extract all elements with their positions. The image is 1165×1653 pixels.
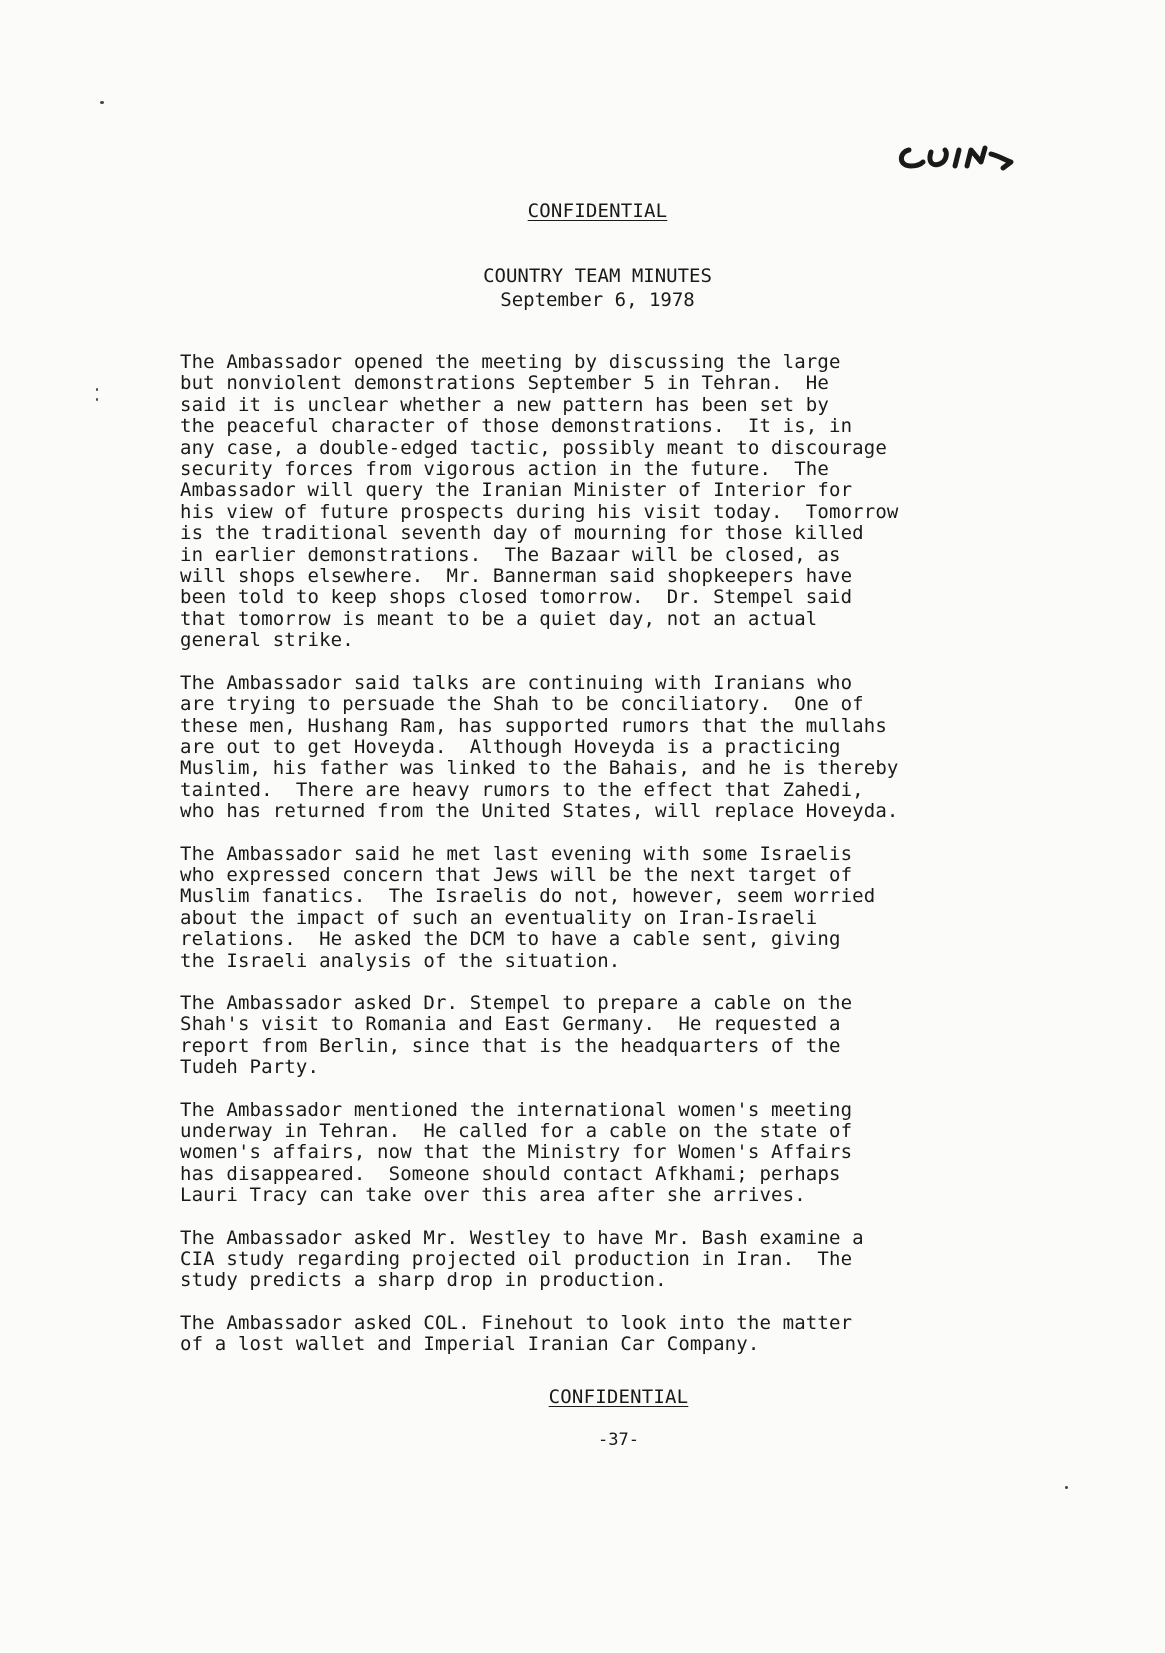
paragraph-line: Ambassador will query the Iranian Minister of Interior for xyxy=(180,479,853,502)
paragraph-line: that tomorrow is meant to be a quiet day, not an actual xyxy=(180,607,818,630)
paragraph-line: report from Berlin, since that is the headquarters of the xyxy=(180,1034,841,1057)
classification-footer xyxy=(0,1386,1165,1408)
paragraph-line: will shops elsewhere. Mr. Bannerman said shopkeepers have xyxy=(180,565,853,588)
paragraph-line: The Ambassador asked COL. Finehout to look into the matter xyxy=(180,1311,853,1334)
paragraph xyxy=(180,673,980,823)
paragraph-line: The Ambassador said talks are continuing with Iranians who xyxy=(180,671,853,694)
paragraph-line: said it is unclear whether a new pattern has been set by xyxy=(180,393,829,416)
paragraph-line: has disappeared. Someone should contact Afkhami; perhaps xyxy=(180,1162,841,1185)
paragraph-line: Muslim, his father was linked to the Bahais, and he is thereby xyxy=(180,757,899,780)
classification-header xyxy=(0,200,1165,222)
paragraph-line: Lauri Tracy can take over this area after she arrives. xyxy=(180,1184,806,1207)
paragraph-line: The Ambassador asked Dr. Stempel to prepare a cable on the xyxy=(180,991,853,1014)
paragraph-line: The Ambassador asked Mr. Westley to have Mr. Bash examine a xyxy=(180,1226,864,1249)
paragraph-line: relations. He asked the DCM to have a cable sent, giving xyxy=(180,928,841,951)
paragraph-line: study predicts a sharp drop in production. xyxy=(180,1269,667,1292)
paragraph-line: who has returned from the United States, will replace Hoveyda. xyxy=(180,800,899,823)
scan-speck xyxy=(96,398,98,401)
paragraph-line: Shah's visit to Romania and East Germany. He requested a xyxy=(180,1013,841,1036)
paragraph-line: are out to get Hoveyda. Although Hoveyda is a practicing xyxy=(180,735,841,758)
paragraph-line: any case, a double-edged tactic, possibly meant to discourage xyxy=(180,436,887,459)
paragraph-line: underway in Tehran. He called for a cable on the state of xyxy=(180,1120,853,1142)
page-number-label: -37- xyxy=(598,1430,639,1450)
paragraph-line: these men, Hushang Ram, has supported rumors that the mullahs xyxy=(180,714,887,737)
classification-bottom-label: CONFIDENTIAL xyxy=(548,1386,689,1408)
paragraph xyxy=(180,1313,980,1356)
classification-top-label: CONFIDENTIAL xyxy=(527,200,668,222)
paragraph-line: The Ambassador mentioned the international women's meeting xyxy=(180,1098,853,1121)
paragraph-line: general strike. xyxy=(180,629,354,652)
scan-speck xyxy=(96,388,98,391)
paragraph-line: who expressed concern that Jews will be the next target of xyxy=(180,863,853,886)
document-heading xyxy=(0,265,1165,311)
paragraph-line: The Ambassador opened the meeting by discussing the large xyxy=(180,351,841,373)
paragraph-line: in earlier demonstrations. The Bazaar will be closed, as xyxy=(180,543,841,566)
document-body xyxy=(180,352,980,1377)
paragraph xyxy=(180,844,980,972)
paragraph xyxy=(180,352,980,652)
handwritten-annotation xyxy=(895,132,1025,182)
paragraph-line: about the impact of such an eventuality on Iran-Israeli xyxy=(180,906,818,929)
paragraph-line: The Ambassador said he met last evening with some Israelis xyxy=(180,842,853,865)
paragraph xyxy=(180,1228,980,1292)
paragraph-line: the peaceful character of those demonstrations. It is, in xyxy=(180,415,853,438)
paragraph-line: of a lost wallet and Imperial Iranian Car Company. xyxy=(180,1333,760,1356)
scan-speck xyxy=(100,101,104,104)
paragraph-line: but nonviolent demonstrations September 5 in Tehran. He xyxy=(180,372,829,395)
paragraph-line: are trying to persuade the Shah to be conciliatory. One of xyxy=(180,693,864,716)
document-title: COUNTRY TEAM MINUTES xyxy=(483,265,712,287)
paragraph-line: Muslim fanatics. The Israelis do not, however, seem worried xyxy=(180,885,876,908)
paragraph-line: women's affairs, now that the Ministry for Women's Affairs xyxy=(180,1141,853,1164)
paragraph-line: is the traditional seventh day of mourning for those killed xyxy=(180,522,864,545)
page-number xyxy=(0,1430,1165,1450)
paragraph-line: his view of future prospects during his visit today. Tomorrow xyxy=(180,500,899,523)
paragraph-line: Tudeh Party. xyxy=(180,1056,320,1079)
paragraph-line: CIA study regarding projected oil production in Iran. The xyxy=(180,1248,853,1271)
paragraph xyxy=(180,993,980,1079)
paragraph xyxy=(180,1100,980,1207)
scan-speck xyxy=(1065,1486,1068,1489)
paragraph-line: tainted. There are heavy rumors to the effect that Zahedi, xyxy=(180,778,864,801)
paragraph-line: security forces from vigorous action in the future. The xyxy=(180,458,829,481)
paragraph-line: been told to keep shops closed tomorrow. Dr. Stempel said xyxy=(180,586,853,609)
document-date: September 6, 1978 xyxy=(500,289,695,311)
paragraph-line: the Israeli analysis of the situation. xyxy=(180,949,621,972)
